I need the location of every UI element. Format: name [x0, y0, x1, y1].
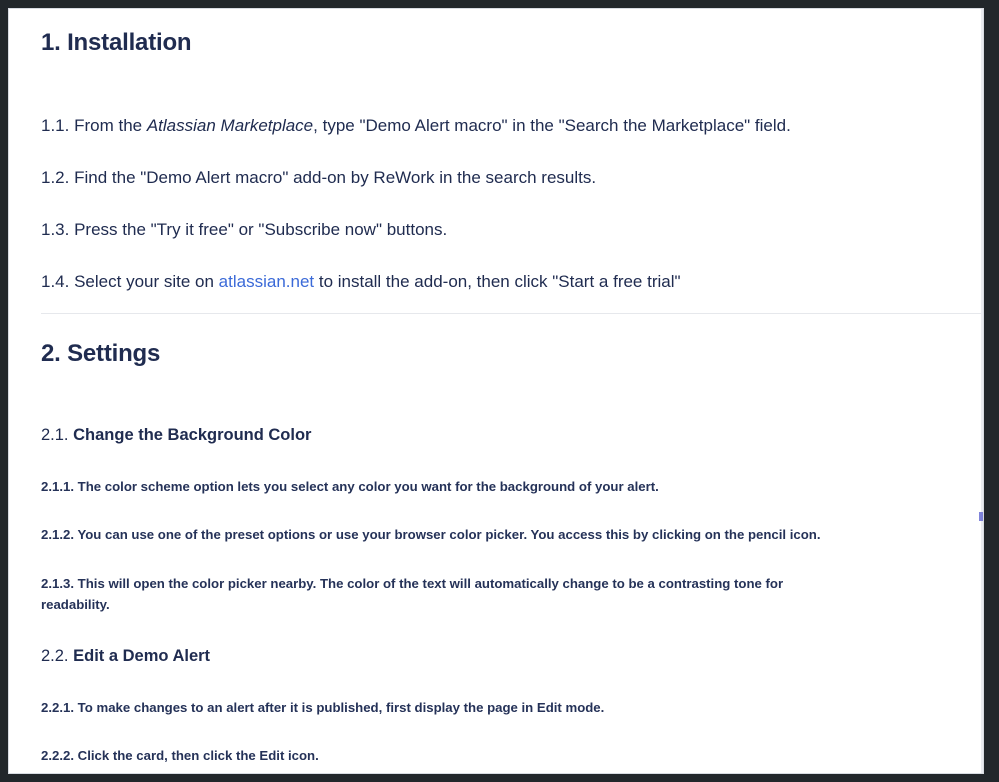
section-divider — [41, 313, 983, 314]
list-item-2-1-2-number: 2.1.2. — [41, 527, 74, 542]
list-item-1-4-text-before: Select your site on — [74, 272, 219, 291]
list-item-1-4-text-after: to install the add-on, then click "Start a free trial" — [314, 272, 681, 291]
list-item-1-3-number: 1.3. — [41, 220, 70, 239]
list-item-2-2-1 — [41, 697, 941, 718]
list-item-1-4-number: 1.4. — [41, 272, 70, 291]
list-item-1-3 — [41, 218, 941, 243]
heading-settings-number: 2. — [41, 340, 61, 367]
document-page — [8, 8, 984, 774]
content-edge-rail — [981, 9, 983, 774]
list-item-1-2 — [41, 166, 941, 191]
atlassian-net-link[interactable]: atlassian.net — [218, 272, 315, 291]
list-item-2-2-2 — [41, 745, 941, 766]
heading-2-1-number: 2.1. — [41, 426, 69, 444]
list-item-2-2-1-text: To make changes to an alert after it is published, first display the page in Edit mode. — [77, 700, 605, 715]
list-item-2-1-1 — [41, 476, 941, 497]
heading-2-1-text: Change the Background Color — [73, 426, 312, 444]
inline-comment-marker[interactable] — [979, 512, 983, 521]
list-item-1-4 — [41, 270, 941, 295]
heading-edit-a-demo-alert — [41, 646, 941, 667]
list-item-1-1-number: 1.1. — [41, 116, 70, 135]
list-item-2-2-2-number: 2.2.2. — [41, 748, 74, 763]
list-item-2-1-2-text-after: icon. — [786, 527, 821, 542]
list-item-2-2-1-number: 2.2.1. — [41, 700, 74, 715]
heading-2-2-text: Edit a Demo Alert — [73, 647, 211, 665]
list-item-2-1-3-number: 2.1.3. — [41, 576, 74, 591]
list-item-2-2-2-text: Click the card, then click the Edit icon. — [77, 748, 319, 763]
list-item-1-2-number: 1.2. — [41, 168, 70, 187]
list-item-2-1-2-strong: pencil — [747, 527, 787, 542]
list-item-2-1-2-text-before: You can use one of the preset options or use your browser color picker. You access this by clicking on the — [77, 527, 748, 542]
list-item-1-1-text-after: , type "Demo Alert macro" in the "Search the Marketplace" field. — [313, 116, 791, 135]
heading-2-2-number: 2.2. — [41, 647, 69, 665]
list-item-1-1 — [41, 114, 941, 139]
list-item-1-2-text: Find the "Demo Alert macro" add-on by ReWork in the search results. — [74, 168, 597, 187]
list-item-1-1-text-before: From the — [74, 116, 147, 135]
heading-installation-number: 1. — [41, 29, 61, 56]
list-item-2-1-1-text: The color scheme option lets you select any color you want for the background of your alert. — [77, 479, 659, 494]
heading-installation — [41, 28, 941, 58]
list-item-2-1-3 — [41, 573, 831, 615]
list-item-1-3-text: Press the "Try it free" or "Subscribe now" buttons. — [74, 220, 448, 239]
list-item-2-1-2 — [41, 524, 941, 545]
heading-settings-text: Settings — [67, 340, 161, 367]
heading-installation-text: Installation — [67, 29, 192, 56]
list-item-1-1-emphasis: Atlassian Marketplace — [146, 116, 314, 135]
heading-settings — [41, 339, 941, 369]
heading-change-background-color — [41, 425, 941, 446]
list-item-2-1-3-text: This will open the color picker nearby. The color of the text will automatically change to be a contrasting tone for readability. — [41, 576, 784, 613]
list-item-2-1-1-number: 2.1.1. — [41, 479, 74, 494]
